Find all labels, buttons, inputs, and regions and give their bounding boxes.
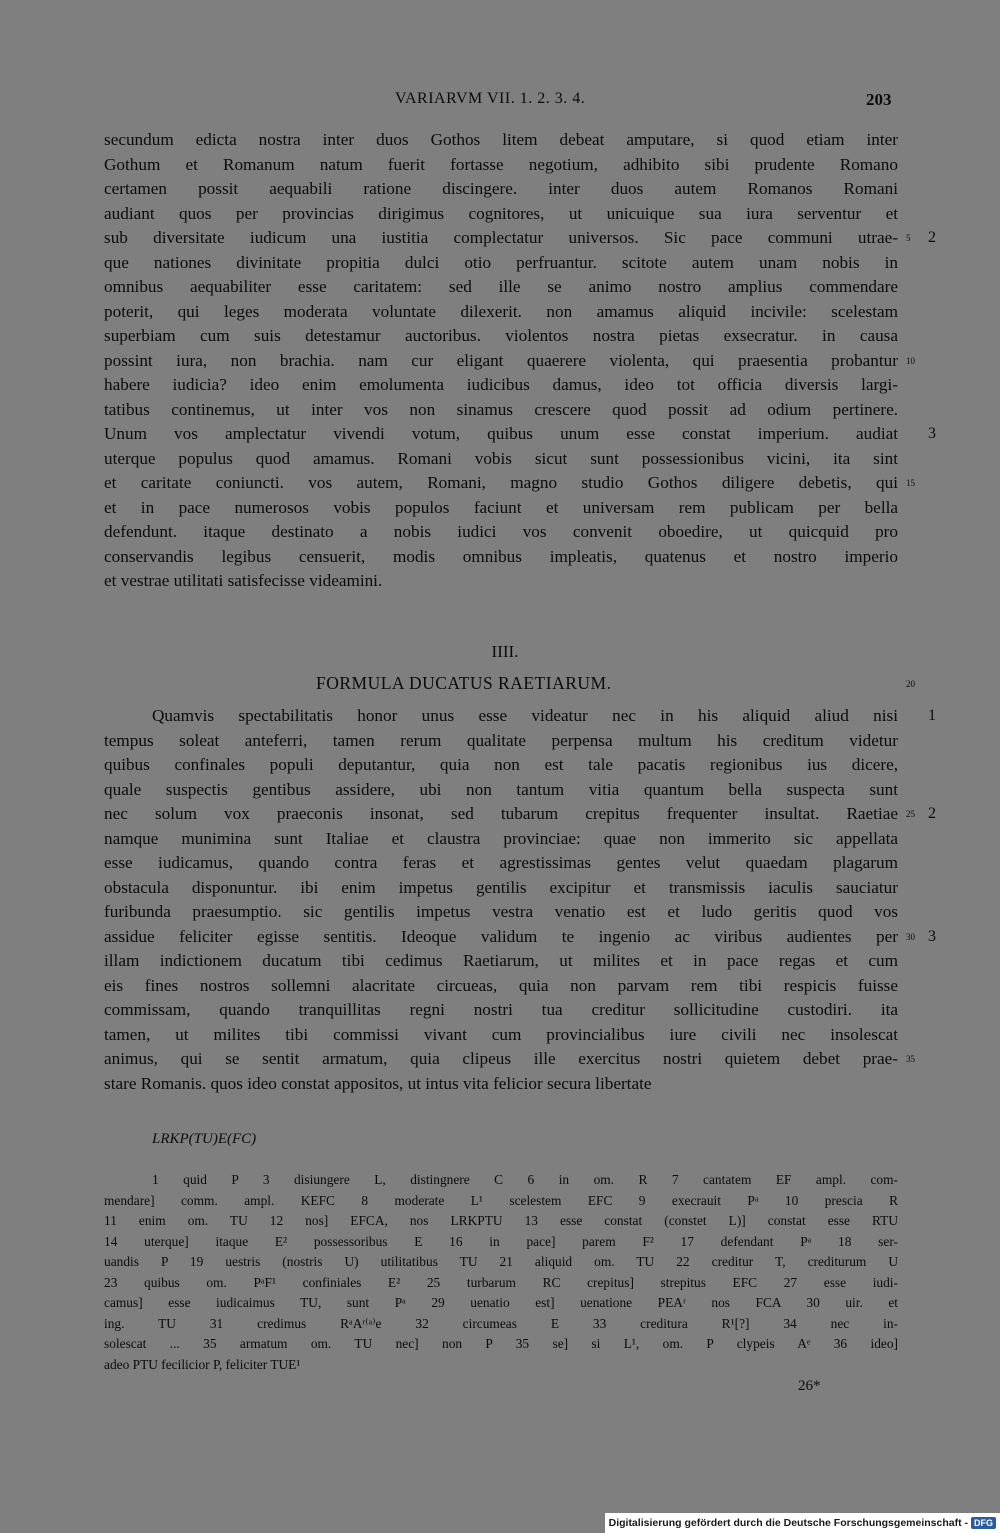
text-line: audiant quos per provincias dirigimus cognitores, ut unicuique sua iura serventur et bbox=[104, 203, 898, 223]
dfg-logo: DFG bbox=[971, 1517, 996, 1529]
apparatus-line: mendare] comm. ampl. KEFC 8 moderate L¹ scelestem EFC 9 execrauit Pᵃ 10 prescia R bbox=[104, 1192, 898, 1208]
text-line: Quamvis spectabilitatis honor unus esse videatur nec in his aliquid aliud nisi bbox=[152, 706, 898, 725]
line-number: 25 bbox=[906, 809, 915, 819]
text-line: et caritate coniuncti. vos autem, Romani, magno studio Gothos diligere debetis, qui bbox=[104, 473, 898, 492]
text-line: superbiam cum suis detestamur auctoribus. violentos nostra pietas exsecratur. in causa bbox=[104, 326, 898, 345]
apparatus-line: adeo PTU fecilicior P, feliciter TUE¹ bbox=[104, 1356, 301, 1372]
main-text-bottom bbox=[104, 704, 898, 1096]
paragraph-number: 2 bbox=[928, 229, 936, 246]
apparatus-line: 14 uterque] itaque E² possessoribus E 16 in pace] parem F² 17 defendant Pᵃ 18 ser- bbox=[104, 1233, 898, 1249]
text-line: et in pace numerosos vobis populos faciunt et universam rem publicam per bella bbox=[104, 497, 898, 517]
apparatus-line: uandis P 19 uestris (nostris U) utilitatibus TU 21 aliquid om. TU 22 creditur T, crediturum U bbox=[104, 1254, 898, 1269]
text-line: que nationes divinitate propitia dulci otio perfruantur. scitote autem unam nobis in bbox=[104, 252, 898, 272]
text-line: tempus soleat anteferri, tamen rerum qualitate perpensa multum his creditum videtur bbox=[104, 730, 898, 750]
text-line: quale suspectis gentibus assidere, ubi non tantum vitia quantum bella suspecta sunt bbox=[104, 779, 898, 799]
chapter-title-line-number: 20 bbox=[906, 679, 915, 689]
text-line: stare Romanis. quos ideo constat appositos, ut intus vita felicior secura libertate bbox=[104, 1073, 652, 1093]
text-line: animus, qui se sentit armatum, quia clipeus ille exercitus nostri quietem debet prae- bbox=[104, 1049, 898, 1068]
text-line: possint iura, non brachia. nam cur eligant quaerere violenta, qui praesentia probantur bbox=[104, 350, 898, 370]
paragraph-number: 3 bbox=[928, 425, 936, 442]
text-line: furibunda praesumptio. sic gentilis impetus vestra venatio est et ludo geritis quod vos bbox=[104, 902, 898, 921]
text-line: habere iudicia? ideo enim emolumenta iudicibus damus, ideo tot officia diversis largi- bbox=[104, 375, 898, 394]
text-line: uterque populus quod amamus. Romani vobis sicut sunt possessionibus vicini, ita sint bbox=[104, 448, 898, 468]
text-line: sub diversitate iudicum una iustitia complectatur universos. Sic pace communi utrae- bbox=[104, 228, 898, 247]
text-line: commissam, quando tranquillitas regni nostri tua creditur sollicitudine custodiri. ita bbox=[104, 1000, 898, 1019]
text-line: assidue feliciter egisse sentitis. Ideoque validum te ingenio ac viribus audientes per bbox=[104, 926, 898, 946]
text-line: defendunt. itaque destinato a nobis iudici vos convenit oboedire, ut quicquid pro bbox=[104, 522, 898, 541]
text-line: quibus confinales populi deputantur, quia non est tale pacatis regionibus ius dicere, bbox=[104, 755, 898, 774]
text-line: et vestrae utilitati satisfecisse videamini. bbox=[104, 571, 383, 590]
main-text-top bbox=[104, 128, 898, 594]
text-line: eis fines nostros sollemni alacritate circueas, quia non parvam rem tibi respicis fuisse bbox=[104, 975, 898, 995]
apparatus-line: 11 enim om. TU 12 nos] EFCA, nos LRKPTU 13 esse constat (constet L)] constat esse RTU bbox=[104, 1213, 898, 1228]
text-line: secundum edicta nostra inter duos Gothos litem debeat amputare, si quod etiam inter bbox=[104, 130, 898, 149]
footer-text: Digitalisierung gefördert durch die Deutsche Forschungsgemeinschaft - bbox=[608, 1517, 968, 1529]
line-number: 5 bbox=[906, 233, 911, 243]
margin-row bbox=[898, 471, 948, 495]
apparatus-line: 1 quid P 3 disiungere L, distingnere C 6 in om. R 7 cantatem EF ampl. com- bbox=[152, 1172, 898, 1187]
signature-mark: 26* bbox=[798, 1378, 821, 1394]
apparatus-line: 23 quibus om. PᵃF¹ confiniales E² 25 turbarum RC crepitus] strepitus EFC 27 esse iudi- bbox=[104, 1274, 898, 1290]
chapter-title: FORMULA DUCATUS RAETIARUM. bbox=[316, 673, 612, 693]
page-number: 203 bbox=[866, 90, 892, 109]
margin-row bbox=[898, 925, 948, 949]
text-line: namque munimina sunt Italiae et claustra provinciae: quae non immerito sic appellata bbox=[104, 828, 898, 848]
manuscript-sigla: LRKP(TU)E(FC) bbox=[152, 1131, 257, 1147]
line-number: 30 bbox=[906, 931, 915, 942]
text-line: Gothum et Romanum natum fuerit fortasse negotium, adhibito sibi prudente Romano bbox=[104, 154, 898, 174]
text-line: nec solum vox praeconis insonat, sed tubarum crepitus frequenter insultat. Raetiae bbox=[104, 804, 898, 823]
text-line: tamen, ut milites tibi commissi vivant cum provincialibus iure civili nec insolescat bbox=[104, 1024, 898, 1044]
text-line: obstacula disponuntur. ibi enim impetus gentilis excipitur et transmissis iaculis sauciatur bbox=[104, 877, 898, 897]
text-line: omnibus aequabiliter esse caritatem: sed ille se animo nostro amplius commendare bbox=[104, 277, 898, 296]
text-line: illam indictionem ducatum tibi cedimus Raetiarum, ut milites et in pace regas et cum bbox=[104, 951, 898, 970]
paragraph-number: 3 bbox=[928, 927, 936, 945]
margin-row bbox=[898, 226, 948, 250]
text-line: conservandis legibus censuerit, modis omnibus impleatis, quatenus et nostro imperio bbox=[104, 546, 898, 566]
text-line: poterit, qui leges moderata voluntate dilexerit. non amamus aliquid incivile: scelestam bbox=[104, 301, 898, 321]
apparatus-line: camus] esse iudicaimus TU, sunt Pᵃ 29 uenatio est] uenatione PEAʳ nos FCA 30 uir. et bbox=[104, 1295, 898, 1310]
footer-bar bbox=[605, 1513, 1000, 1533]
running-header-title: VARIARVM VII. 1. 2. 3. 4. bbox=[395, 90, 586, 107]
margin-row bbox=[898, 422, 948, 446]
paragraph-number: 1 bbox=[928, 707, 936, 724]
apparatus-line: solescat ... 35 armatum om. TU nec] non P 35 se] si L¹, om. P clypeis Aᵉ 36 ideo] bbox=[104, 1336, 898, 1351]
line-number: 10 bbox=[906, 355, 915, 366]
margin-row bbox=[898, 802, 948, 826]
text-line: tatibus continemus, ut inter vos non sinamus crescere quod possit ad odium pertinere. bbox=[104, 399, 898, 419]
critical-apparatus bbox=[104, 1170, 898, 1375]
paragraph-number: 2 bbox=[928, 805, 936, 822]
margin-row bbox=[898, 704, 948, 728]
apparatus-line: ing. TU 31 credimus RᵃAʳ⁽ᵃ⁾e 32 circumeas E 33 creditura R¹[?] 34 nec in- bbox=[104, 1315, 898, 1331]
text-line: esse iudicamus, quando contra feras et agrestissimas gentes velut quaedam plagarum bbox=[104, 853, 898, 872]
margin-row bbox=[898, 349, 948, 373]
chapter-number: IIII. bbox=[491, 642, 519, 661]
line-number: 35 bbox=[906, 1054, 915, 1064]
line-number: 15 bbox=[906, 478, 915, 488]
text-line: certamen possit aequabili ratione discingere. inter duos autem Romanos Romani bbox=[104, 179, 898, 198]
margin-row bbox=[898, 1047, 948, 1071]
text-line: Unum vos amplectatur vivendi votum, quibus unum esse constat imperium. audiat bbox=[104, 424, 898, 443]
